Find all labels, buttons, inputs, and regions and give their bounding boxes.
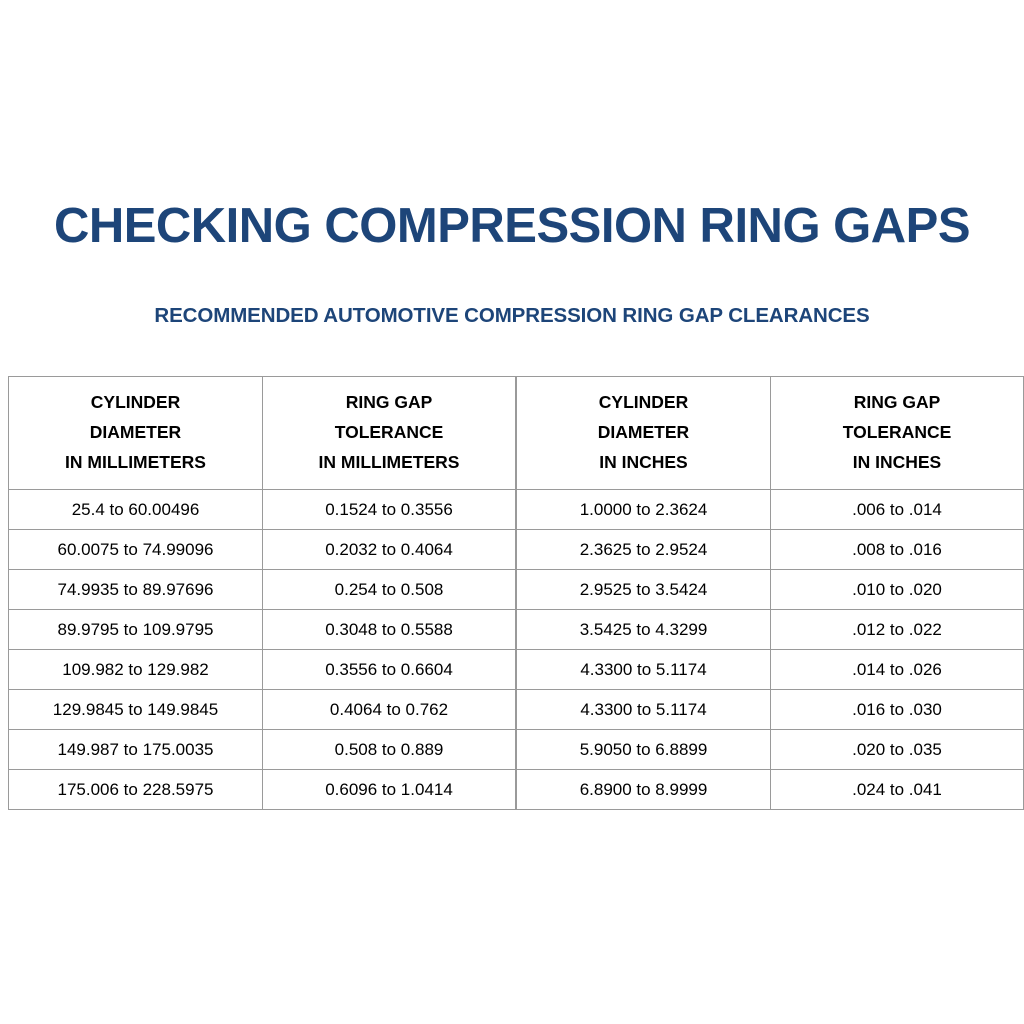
- cell-tolerance: .014 to .026: [771, 650, 1024, 690]
- cell-diameter: 60.0075 to 74.99096: [9, 530, 263, 570]
- imperial-table: [516, 376, 1024, 810]
- table-row: [517, 730, 1024, 770]
- cell-tolerance: .024 to .041: [771, 770, 1024, 810]
- cell-tolerance: 0.3556 to 0.6604: [263, 650, 516, 690]
- cell-tolerance: .010 to .020: [771, 570, 1024, 610]
- cell-diameter: 3.5425 to 4.3299: [517, 610, 771, 650]
- cell-diameter: 129.9845 to 149.9845: [9, 690, 263, 730]
- header-line-3: IN MILLIMETERS: [318, 452, 460, 473]
- cell-tolerance: .020 to .035: [771, 730, 1024, 770]
- cell-diameter: 6.8900 to 8.9999: [517, 770, 771, 810]
- page-title: CHECKING COMPRESSION RING GAPS: [53, 199, 971, 253]
- header-line-2: DIAMETER: [597, 422, 690, 443]
- metric-cylinder-diameter-header: [9, 377, 263, 490]
- tables-container: [8, 376, 1016, 810]
- cell-diameter: 175.006 to 228.5975: [9, 770, 263, 810]
- table-row: [9, 650, 516, 690]
- table-row: [9, 570, 516, 610]
- cell-diameter: 109.982 to 129.982: [9, 650, 263, 690]
- cell-diameter: 4.3300 to 5.1174: [517, 690, 771, 730]
- header-line-2: TOLERANCE: [334, 422, 444, 443]
- imperial-table-head: [517, 377, 1024, 490]
- cell-tolerance: 0.2032 to 0.4064: [263, 530, 516, 570]
- cell-diameter: 149.987 to 175.0035: [9, 730, 263, 770]
- header-line-3: IN INCHES: [599, 452, 688, 473]
- table-row: [517, 610, 1024, 650]
- table-row: [9, 530, 516, 570]
- table-row: [9, 730, 516, 770]
- cell-diameter: 89.9795 to 109.9795: [9, 610, 263, 650]
- metric-table-body: [9, 490, 516, 810]
- imperial-cylinder-diameter-header: [517, 377, 771, 490]
- header-line-1: RING GAP: [853, 392, 941, 412]
- table-row: [517, 570, 1024, 610]
- cell-diameter: 2.9525 to 3.5424: [517, 570, 771, 610]
- header-line-3: IN MILLIMETERS: [65, 452, 206, 473]
- page-subtitle: RECOMMENDED AUTOMOTIVE COMPRESSION RING GAP CLEARANCES: [154, 304, 870, 327]
- cell-diameter: 1.0000 to 2.3624: [517, 490, 771, 530]
- metric-table-head: [9, 377, 516, 490]
- table-row: [517, 490, 1024, 530]
- table-row: [9, 490, 516, 530]
- table-row: [9, 770, 516, 810]
- cell-diameter: 74.9935 to 89.97696: [9, 570, 263, 610]
- cell-diameter: 4.3300 to 5.1174: [517, 650, 771, 690]
- cell-diameter: 25.4 to 60.00496: [9, 490, 263, 530]
- header-line-1: CYLINDER: [90, 392, 181, 412]
- cell-tolerance: .016 to .030: [771, 690, 1024, 730]
- cell-tolerance: 0.6096 to 1.0414: [263, 770, 516, 810]
- cell-tolerance: 0.3048 to 0.5588: [263, 610, 516, 650]
- table-row: [517, 530, 1024, 570]
- header-line-3: IN INCHES: [852, 452, 942, 473]
- cell-tolerance: .008 to .016: [771, 530, 1024, 570]
- header-line-1: CYLINDER: [598, 392, 689, 412]
- cell-tolerance: 0.4064 to 0.762: [263, 690, 516, 730]
- imperial-ring-gap-tolerance-header: [771, 377, 1024, 490]
- imperial-table-body: [517, 490, 1024, 810]
- cell-tolerance: .012 to .022: [771, 610, 1024, 650]
- table-row: [517, 770, 1024, 810]
- table-header-row: [517, 377, 1024, 490]
- metric-table: [8, 376, 516, 810]
- cell-diameter: 5.9050 to 6.8899: [517, 730, 771, 770]
- header-line-2: TOLERANCE: [842, 422, 952, 443]
- header-line-1: RING GAP: [345, 392, 433, 412]
- header-line-2: DIAMETER: [89, 422, 182, 443]
- cell-tolerance: 0.254 to 0.508: [263, 570, 516, 610]
- table-row: [517, 650, 1024, 690]
- cell-diameter: 2.3625 to 2.9524: [517, 530, 771, 570]
- cell-tolerance: 0.1524 to 0.3556: [263, 490, 516, 530]
- metric-ring-gap-tolerance-header: [263, 377, 516, 490]
- cell-tolerance: .006 to .014: [771, 490, 1024, 530]
- table-row: [517, 690, 1024, 730]
- table-header-row: [9, 377, 516, 490]
- table-row: [9, 690, 516, 730]
- table-row: [9, 610, 516, 650]
- cell-tolerance: 0.508 to 0.889: [263, 730, 516, 770]
